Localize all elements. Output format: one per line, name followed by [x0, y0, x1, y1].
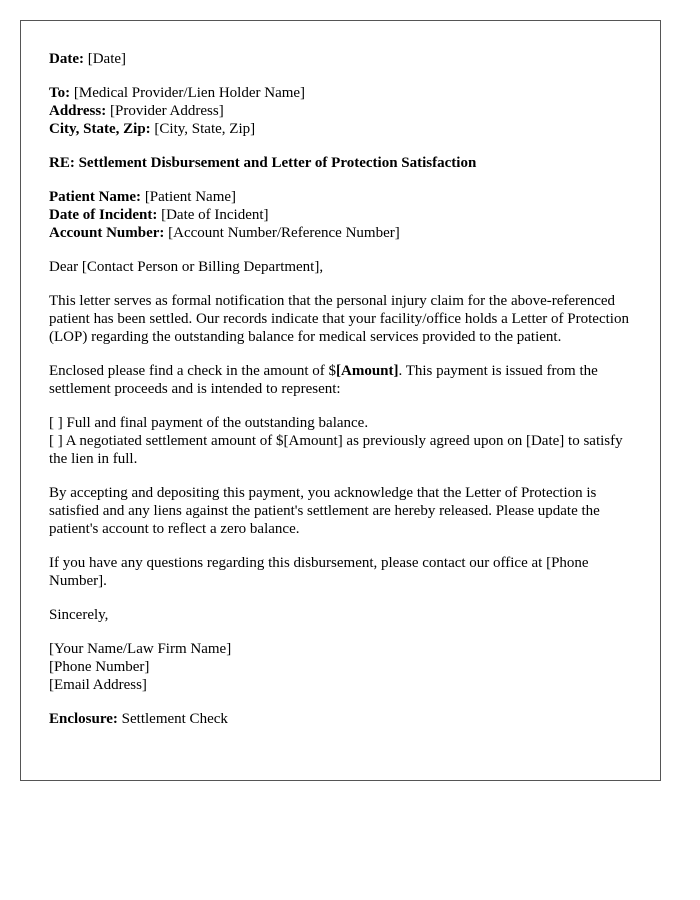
to-label: To:: [49, 85, 71, 101]
incident-date-line: [49, 206, 632, 224]
option-negotiated-settlement: [ ] A negotiated settlement amount of $[Amount] as previously agreed upon on [Date] to satisfy the lien in full.: [49, 433, 623, 467]
body-paragraph-1: This letter serves as formal notification that the personal injury claim for the above-referenced patient has been settled. Our records indicate that your facility/office holds a Letter of Protection (LOP) regarding the outstanding balance for medical services provided to the patient.: [49, 293, 629, 345]
p2-before: Enclosed please find a check in the amount of $: [49, 363, 336, 379]
incident-date-label: Date of Incident:: [49, 207, 158, 223]
incident-date-value: [Date of Incident]: [161, 207, 269, 223]
date-line: [49, 50, 632, 68]
p2-after: . This payment is issued from the settlement proceeds and is intended to represent:: [49, 363, 598, 397]
patient-name-value: [Patient Name]: [144, 189, 237, 205]
city-label: City, State, Zip:: [49, 121, 151, 137]
body-paragraph-3: By accepting and depositing this payment, you acknowledge that the Letter of Protection is satisfied and any liens against the patient's settlement are hereby released. Please update the patient's account to reflect a zero balance.: [49, 485, 600, 537]
city-value: [City, State, Zip]: [154, 121, 256, 137]
letter-page: [20, 20, 661, 781]
subject-line: [49, 154, 632, 172]
body-paragraph-4: If you have any questions regarding this disbursement, please contact our office at [Phone Number].: [49, 555, 589, 589]
payment-options: [49, 414, 632, 468]
patient-block: [49, 188, 632, 242]
account-number-line: [49, 224, 632, 242]
account-number-label: Account Number:: [49, 225, 165, 241]
enclosure-label: Enclosure:: [49, 711, 118, 727]
enclosure-value: Settlement Check: [121, 711, 228, 727]
body-paragraph-2: [49, 362, 632, 398]
city-line: [49, 120, 632, 138]
option-full-payment: [ ] Full and final payment of the outstanding balance.: [49, 415, 369, 431]
signature-name: [Your Name/Law Firm Name]: [49, 641, 232, 657]
address-line: [49, 102, 632, 120]
recipient-block: [49, 84, 632, 138]
closing: Sincerely,: [49, 607, 109, 623]
enclosure-line: [49, 710, 632, 728]
to-line: [49, 84, 632, 102]
signature-phone: [Phone Number]: [49, 659, 150, 675]
salutation: Dear [Contact Person or Billing Department],: [49, 259, 324, 275]
date-value: [Date]: [87, 51, 127, 67]
patient-name-label: Patient Name:: [49, 189, 142, 205]
date-label: Date:: [49, 51, 84, 67]
signature-email: [Email Address]: [49, 677, 147, 693]
signature-block: [49, 640, 632, 694]
address-value: [Provider Address]: [109, 103, 224, 119]
account-number-value: [Account Number/Reference Number]: [168, 225, 400, 241]
to-value: [Medical Provider/Lien Holder Name]: [73, 85, 306, 101]
patient-name-line: [49, 188, 632, 206]
address-label: Address:: [49, 103, 107, 119]
amount-value: [Amount]: [336, 363, 399, 379]
subject-text: RE: Settlement Disbursement and Letter of Protection Satisfaction: [49, 155, 477, 171]
